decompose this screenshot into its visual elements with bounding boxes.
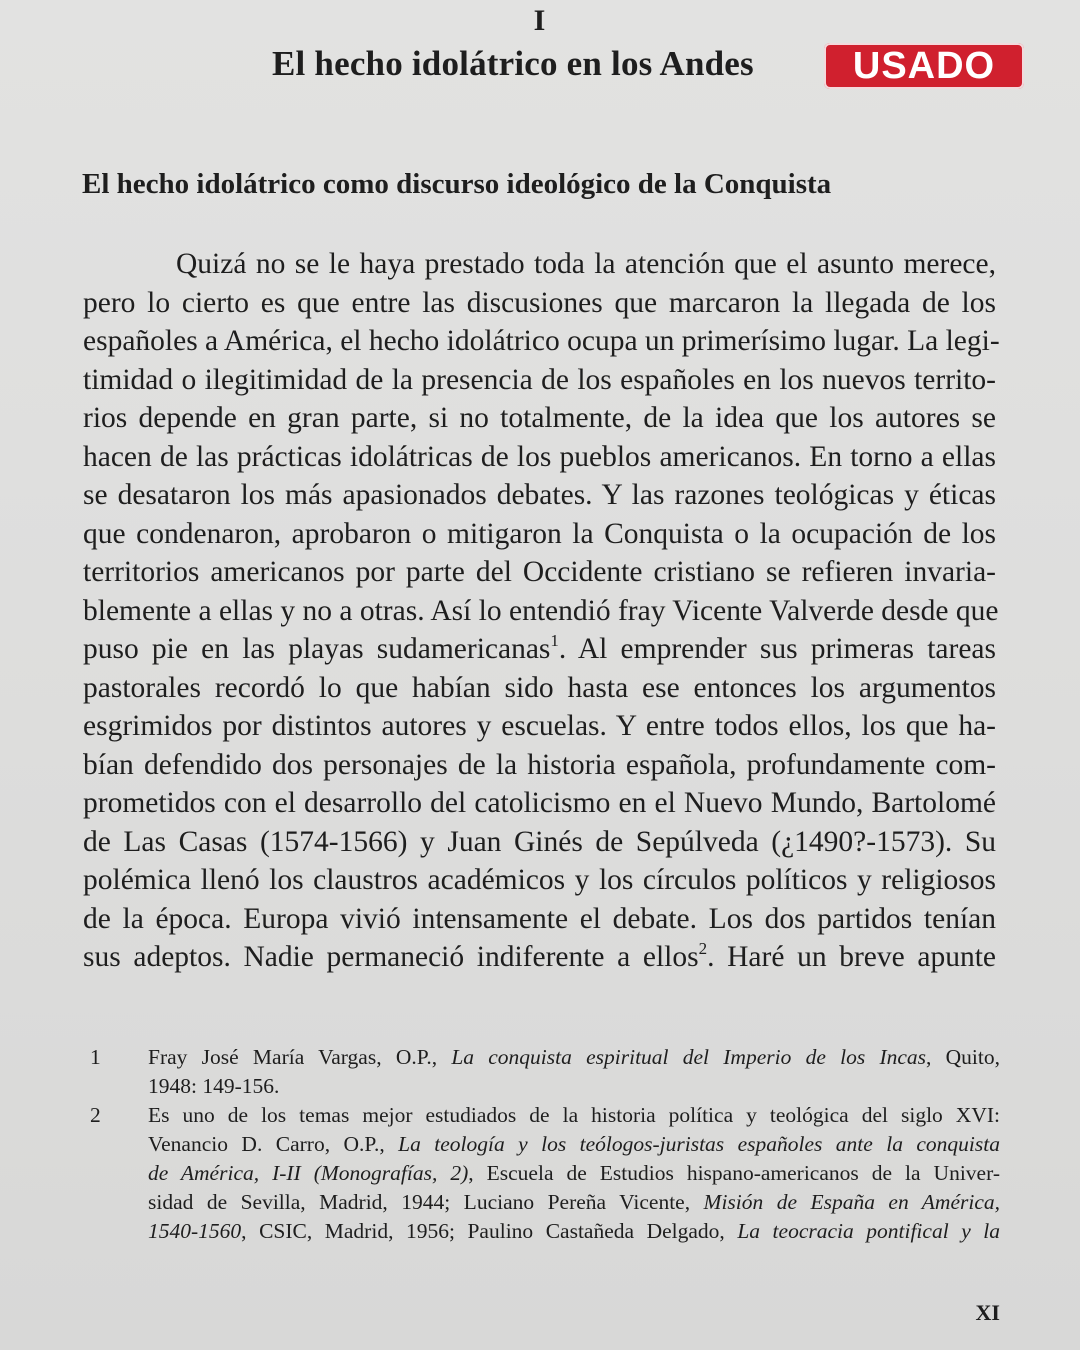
footnote-title: La teocracia pontifical y la	[737, 1219, 1000, 1243]
footnote-title: La teología y los teólogos-juristas españoles ante la conquista	[398, 1132, 1000, 1156]
body-line: españoles a América, el hecho idolátrico ocupa un primerísimo lugar. La legi-	[83, 325, 1000, 357]
footnote-text: Venancio D. Carro, O.P.,	[148, 1132, 399, 1156]
chapter-number: I	[533, 4, 547, 37]
body-line-tail: . Haré un breve apunte	[707, 941, 996, 973]
body-line: bían defendido dos personajes de la historia española, profundamente com-	[83, 748, 996, 781]
footnote-text: , Quito,	[926, 1045, 1000, 1069]
body-line: pero lo cierto es que entre las discusiones que marcaron la llegada de los	[83, 286, 996, 319]
footnote-2	[90, 1101, 1000, 1246]
body-line: timidad o ilegitimidad de la presencia de los españoles en los nuevos territo-	[83, 363, 996, 396]
footnote-line: 1948: 149-156.	[148, 1074, 280, 1098]
body-line-text: sus adeptos. Nadie permaneció indiferente a ellos	[83, 941, 699, 973]
body-line: polémica llenó los claustros académicos y los círculos políticos y religiosos	[83, 864, 996, 896]
body-line: pastorales recordó lo que habían sido hasta ese entonces los argumentos	[83, 671, 996, 704]
body-line: de la época. Europa vivió intensamente el debate. Los dos partidos tenían	[83, 902, 996, 935]
body-line-footnote-ref-2	[83, 938, 996, 977]
footnote-title: Misión de España en América,	[703, 1190, 1001, 1214]
footnote-text: , CSIC, Madrid, 1956; Paulino Castañeda Delgado,	[241, 1219, 738, 1243]
footnote-title: La conquista espiritual del Imperio de los Incas	[451, 1045, 927, 1069]
body-line: territorios americanos por parte del Occidente cristiano se refieren invaria-	[83, 556, 996, 588]
page-number: XI	[975, 1300, 1000, 1325]
footnote-text: Fray José María Vargas, O.P.,	[148, 1045, 452, 1069]
footnote-line	[148, 1188, 1000, 1217]
body-line: esgrimidos por distintos autores y escuelas. Y entre todos ellos, los que ha-	[83, 710, 996, 742]
section-heading: El hecho idolátrico como discurso ideológico de la Conquista	[82, 168, 832, 200]
footnote-line	[148, 1217, 1000, 1246]
body-line: se desataron los más apasionados debates. Y las razones teológicas y éticas	[83, 479, 996, 511]
body-line: blemente a ellas y no a otras. Así lo entendió fray Vicente Valverde desde que	[83, 594, 999, 627]
body-line: hacen de las prácticas idolátricas de los pueblos americanos. En torno a ellas	[83, 440, 996, 473]
footnote-line	[148, 1159, 1000, 1188]
body-line-footnote-ref-1	[83, 630, 996, 669]
used-badge: USADO	[824, 43, 1024, 89]
footnote-number: 1	[90, 1045, 101, 1069]
footnote-1	[90, 1043, 1000, 1101]
body-line-text: puso pie en las playas sudamericanas	[83, 633, 551, 665]
body-line: Quizá no se le haya prestado toda la atención que el asunto merece,	[176, 248, 996, 280]
body-line-tail: . Al emprender sus primeras tareas	[558, 633, 996, 665]
footnote-line	[148, 1130, 1000, 1159]
footnote-ref-1: 1	[550, 631, 559, 650]
footnote-title: 1540-1560	[148, 1219, 242, 1243]
body-line: prometidos con el desarrollo del catolicismo en el Nuevo Mundo, Bartolomé	[83, 787, 996, 819]
footnote-title: de América, I-II (Monografías, 2)	[148, 1161, 469, 1185]
body-paragraph	[83, 245, 1000, 977]
footnote-number: 2	[90, 1103, 101, 1127]
body-line: rios depende en gran parte, si no totalmente, de la idea que los autores se	[83, 402, 996, 434]
body-line: de Las Casas (1574-1566) y Juan Ginés de Sepúlveda (¿1490?-1573). Su	[83, 825, 996, 858]
footnote-line	[148, 1043, 1000, 1072]
body-line: que condenaron, aprobaron o mitigaron la Conquista o la ocupación de los	[83, 517, 996, 550]
footnotes	[90, 1043, 1000, 1246]
chapter-title: El hecho idolátrico en los Andes	[272, 44, 754, 83]
footnote-ref-2: 2	[698, 939, 708, 958]
footnote-text: , Escuela de Estudios hispano-americanos de la Univer-	[468, 1161, 1000, 1185]
footnote-text: sidad de Sevilla, Madrid, 1944; Luciano Pereña Vicente,	[148, 1190, 704, 1214]
footnote-line: Es uno de los temas mejor estudiados de la historia política y teológica del siglo XVI:	[148, 1103, 1000, 1127]
